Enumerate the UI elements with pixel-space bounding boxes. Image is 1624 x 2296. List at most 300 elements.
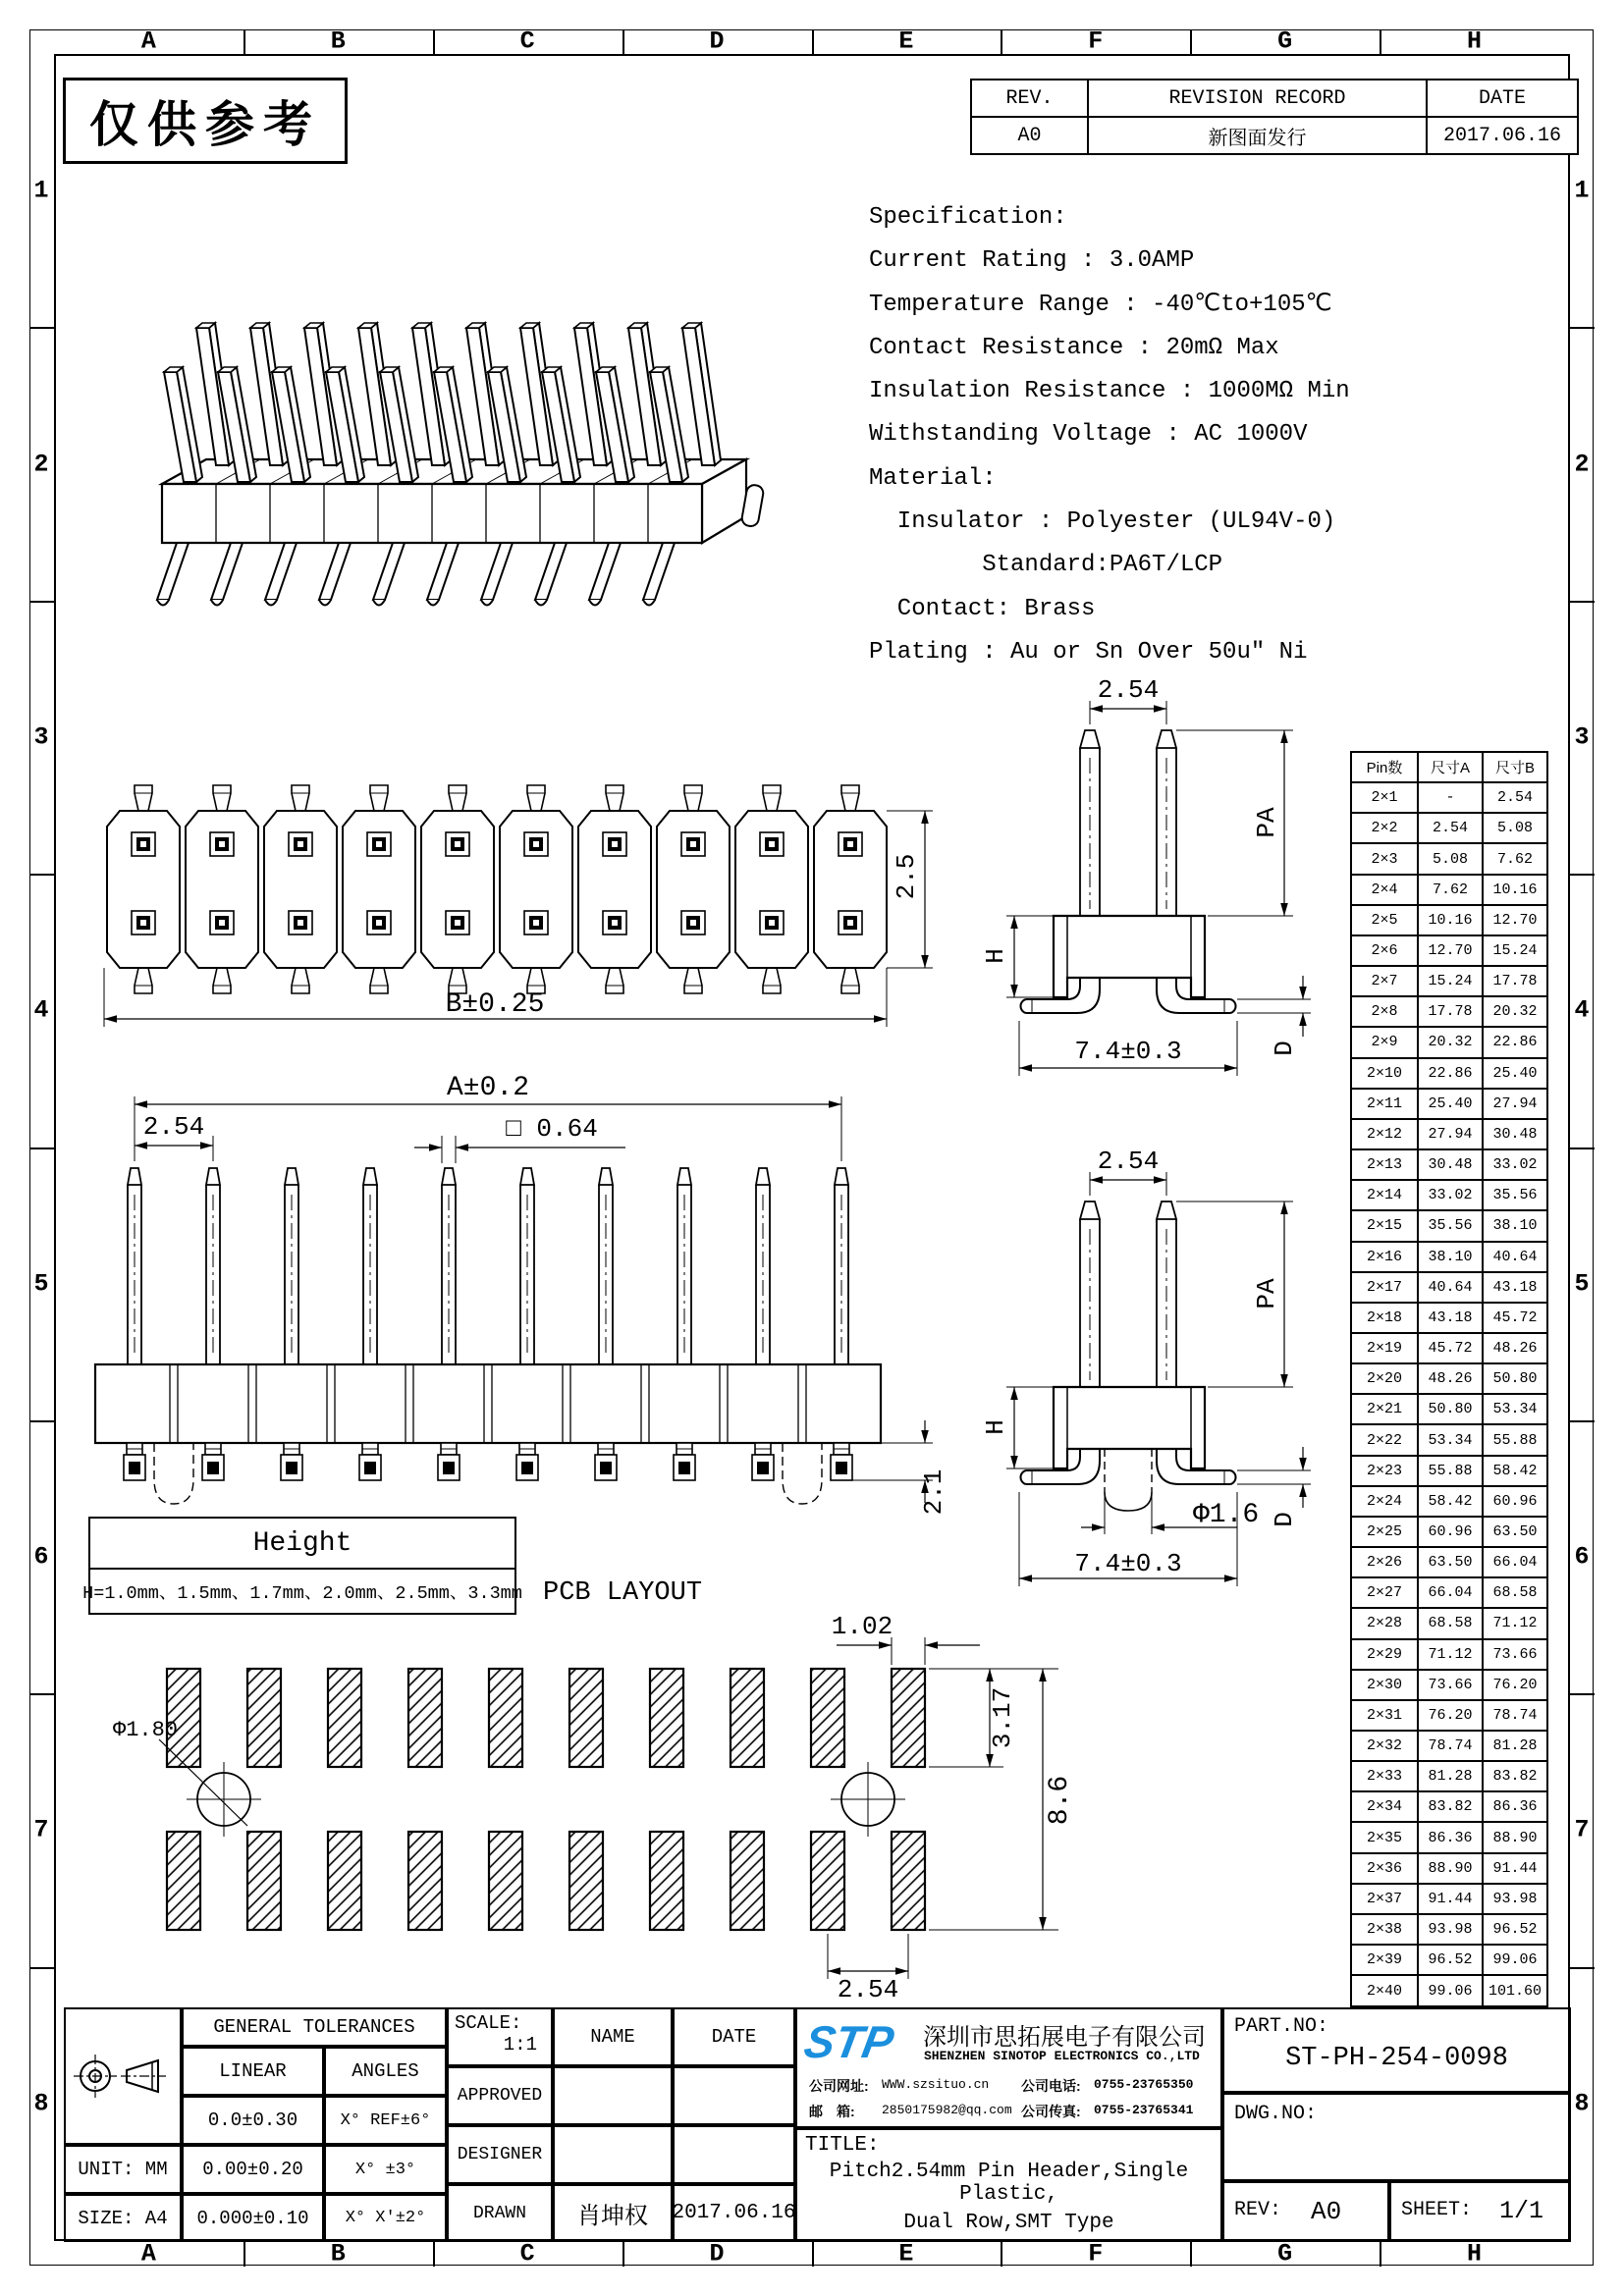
tolerance-linear-1: 0.0±0.30 xyxy=(182,2096,324,2145)
grid-tick xyxy=(29,1967,54,1969)
spec-line: Plating : Au or Sn Over 50u″ Ni xyxy=(869,638,1308,666)
pin-table-cell: 2×23 xyxy=(1351,1456,1418,1486)
dwg-no-label: DWG.NO: xyxy=(1234,2103,1318,2125)
pin-table-cell: 33.02 xyxy=(1483,1149,1547,1180)
rev-header: REV. xyxy=(971,80,1088,117)
pin-table-cell: 2×33 xyxy=(1351,1761,1418,1791)
pin-table-cell: 68.58 xyxy=(1483,1577,1547,1608)
pin-table-cell: 2×28 xyxy=(1351,1608,1418,1638)
pin-table-row xyxy=(1351,843,1547,874)
pin-table-cell: 2×7 xyxy=(1351,966,1418,996)
grid-row-label-right: 4 xyxy=(1574,995,1590,1025)
pin-table-cell: 15.24 xyxy=(1483,935,1547,966)
pin-table-header: Pin数 xyxy=(1351,752,1418,782)
grid-col-label-bottom: D xyxy=(709,2239,725,2269)
grid-tick xyxy=(812,29,814,54)
pin-table-cell: 2×37 xyxy=(1351,1884,1418,1914)
grid-row-label-left: 2 xyxy=(33,450,49,479)
scale-label: SCALE: xyxy=(455,2012,522,2034)
pin-table-cell: 40.64 xyxy=(1483,1242,1547,1272)
grid-col-label-top: B xyxy=(330,27,346,56)
pin-table-cell: 71.12 xyxy=(1418,1639,1483,1670)
tolerances-angles-header: ANGLES xyxy=(324,2047,447,2096)
spec-line: Contact Resistance : 20mΩ Max xyxy=(869,334,1279,361)
dim-front-pitch: 2.54 xyxy=(142,1112,205,1142)
pin-table-cell: 45.72 xyxy=(1418,1333,1483,1363)
pcb-layout-drawing xyxy=(98,1608,1080,2030)
pin-table-row xyxy=(1351,1853,1547,1884)
grid-col-label-top: E xyxy=(898,27,914,56)
pin-table-cell: 2×27 xyxy=(1351,1577,1418,1608)
height-values: H=1.0mm、1.5mm、1.7mm、2.0mm、2.5mm、3.3mm xyxy=(82,1582,522,1604)
height-option-box xyxy=(82,1517,522,1615)
dim-row-span: 8.6 xyxy=(1045,1775,1075,1826)
dim-pad-height: 3.17 xyxy=(988,1686,1017,1749)
date-header-cell: DATE xyxy=(673,2007,795,2066)
pin-table-row xyxy=(1351,1394,1547,1424)
dim-pad-width: 1.02 xyxy=(831,1612,893,1641)
pin-table-cell: 2×18 xyxy=(1351,1303,1418,1333)
pin-table-row xyxy=(1351,935,1547,966)
grid-row-label-left: 3 xyxy=(33,722,49,752)
pin-table-row xyxy=(1351,1975,1547,2006)
grid-tick xyxy=(1570,1148,1595,1149)
pin-table-cell: 30.48 xyxy=(1418,1149,1483,1180)
pin-table-cell: 2×39 xyxy=(1351,1945,1418,1975)
pin-table-cell: 7.62 xyxy=(1483,843,1547,874)
pin-table-cell: 55.88 xyxy=(1483,1424,1547,1455)
top-view xyxy=(90,774,954,1068)
pin-table-cell: 83.82 xyxy=(1418,1791,1483,1822)
grid-col-label-bottom: A xyxy=(140,2239,156,2269)
pin-table-cell: 2.54 xyxy=(1483,782,1547,813)
pin-table-row xyxy=(1351,1914,1547,1945)
pin-table-cell: 71.12 xyxy=(1483,1608,1547,1638)
grid-row-label-right: 1 xyxy=(1574,176,1590,205)
pin-table-row xyxy=(1351,1363,1547,1394)
pin-table-header: 尺寸B xyxy=(1483,752,1547,782)
pin-table-cell: 2×24 xyxy=(1351,1486,1418,1517)
approved-name-cell xyxy=(553,2066,673,2125)
pin-table-cell: 2×1 xyxy=(1351,782,1418,813)
projection-symbol-cell xyxy=(64,2007,182,2145)
grid-tick xyxy=(1190,29,1192,54)
size-cell: SIZE: A4 xyxy=(64,2194,182,2242)
approved-date-cell xyxy=(673,2066,795,2125)
pin-table-cell: 43.18 xyxy=(1418,1303,1483,1333)
grid-tick xyxy=(29,874,54,876)
pin-table-row xyxy=(1351,1577,1547,1608)
pin-table-cell: 15.24 xyxy=(1418,966,1483,996)
pin-table-cell: 10.16 xyxy=(1418,905,1483,935)
pcb-layout-label: PCB LAYOUT xyxy=(543,1578,703,1608)
pin-table-cell: 68.58 xyxy=(1418,1608,1483,1638)
pin-table-row xyxy=(1351,1884,1547,1914)
pin-table-row xyxy=(1351,813,1547,843)
pin-table-row xyxy=(1351,1517,1547,1547)
pin-table-cell: 2×15 xyxy=(1351,1210,1418,1241)
dwg-no-cell xyxy=(1222,2093,1571,2181)
dim-side-pitch: 2.54 xyxy=(1097,675,1160,705)
pin-table-cell: 81.28 xyxy=(1483,1731,1547,1761)
pin-table-cell: 58.42 xyxy=(1483,1456,1547,1486)
pin-table-row xyxy=(1351,782,1547,813)
grid-row-label-right: 6 xyxy=(1574,1542,1590,1572)
grid-row-label-left: 1 xyxy=(33,176,49,205)
pin-table-cell: 2×2 xyxy=(1351,813,1418,843)
pin-table-cell: 55.88 xyxy=(1418,1456,1483,1486)
grid-col-label-bottom: H xyxy=(1467,2239,1483,2269)
pin-table-cell: 81.28 xyxy=(1418,1761,1483,1791)
rev-value: A0 xyxy=(971,117,1088,154)
pin-table-cell: 2×14 xyxy=(1351,1180,1418,1210)
pin-table-cell: 40.64 xyxy=(1418,1272,1483,1303)
grid-tick xyxy=(1380,2242,1381,2267)
pin-table-cell: 2×30 xyxy=(1351,1670,1418,1700)
designer-name-cell xyxy=(553,2125,673,2184)
grid-col-label-bottom: E xyxy=(898,2239,914,2269)
pin-table-row xyxy=(1351,1456,1547,1486)
dim-foot-thickness: D xyxy=(1270,1041,1299,1056)
pin-table-row xyxy=(1351,1486,1547,1517)
company-email: 2850175982@qq.com xyxy=(882,2103,1012,2117)
dim-body-height: H xyxy=(981,948,1010,964)
spec-line: Withstanding Voltage : AC 1000V xyxy=(869,421,1308,449)
grid-tick xyxy=(29,1148,54,1149)
pin-table-row xyxy=(1351,1210,1547,1241)
pin-table-cell: 91.44 xyxy=(1418,1884,1483,1914)
pin-table-cell: 2×31 xyxy=(1351,1700,1418,1731)
pin-table-cell: 50.80 xyxy=(1418,1394,1483,1424)
tolerance-angle-3: X° X'±2° xyxy=(324,2194,447,2242)
pin-table-row xyxy=(1351,1303,1547,1333)
pin-table-row xyxy=(1351,966,1547,996)
pin-table-cell: 2×20 xyxy=(1351,1363,1418,1394)
spec-line: Insulation Resistance : 1000MΩ Min xyxy=(869,378,1350,405)
company-fax: 0755-23765341 xyxy=(1094,2103,1194,2117)
spec-line: Contact: Brass xyxy=(869,595,1096,622)
designer-cell: DESIGNER xyxy=(447,2125,553,2184)
pin-table-cell: 2×10 xyxy=(1351,1058,1418,1089)
grid-col-label-bottom: B xyxy=(330,2239,346,2269)
title-line2: Dual Row,SMT Type xyxy=(903,2212,1114,2234)
scale-cell xyxy=(447,2007,553,2066)
pin-table-cell: 27.94 xyxy=(1418,1119,1483,1149)
pin-table-row xyxy=(1351,1822,1547,1852)
side-view-lower xyxy=(981,1147,1321,1608)
pin-table-cell: 48.26 xyxy=(1483,1333,1547,1363)
tolerance-linear-2: 0.00±0.20 xyxy=(182,2145,324,2194)
pin-table-cell: 2×3 xyxy=(1351,843,1418,874)
pin-table-row xyxy=(1351,875,1547,905)
revision-record-value: 新图面发行 xyxy=(1088,117,1427,154)
pin-table-cell: 2×17 xyxy=(1351,1272,1418,1303)
pin-table-cell: 12.70 xyxy=(1418,935,1483,966)
grid-tick xyxy=(433,2242,435,2267)
pin-table-cell: 2×25 xyxy=(1351,1517,1418,1547)
pin-table-row xyxy=(1351,1608,1547,1638)
pin-table-cell: 91.44 xyxy=(1483,1853,1547,1884)
pin-table-row xyxy=(1351,1547,1547,1577)
isometric-view xyxy=(128,253,815,626)
pin-table-cell: 7.62 xyxy=(1418,875,1483,905)
sheet-value: 1/1 xyxy=(1499,2197,1544,2225)
pin-table-cell: 2×38 xyxy=(1351,1914,1418,1945)
sheet-label: SHEET: xyxy=(1401,2199,1473,2221)
pin-table-cell: 76.20 xyxy=(1483,1670,1547,1700)
grid-tick xyxy=(433,29,435,54)
drawn-cell: DRAWN xyxy=(447,2184,553,2242)
grid-col-label-top: D xyxy=(709,27,725,56)
pin-table-row xyxy=(1351,996,1547,1027)
spec-line: Specification: xyxy=(869,204,1067,231)
height-title: Height xyxy=(90,1519,514,1570)
dim-tail-length-2: PA xyxy=(1252,1278,1281,1309)
pin-table-cell: 88.90 xyxy=(1483,1822,1547,1852)
spec-line: Insulator : Polyester (UL94V-0) xyxy=(869,508,1336,536)
spec-line: Material: xyxy=(869,464,997,492)
company-name-cn: 深圳市思拓展电子有限公司 xyxy=(923,2024,1206,2051)
pin-table-row xyxy=(1351,1089,1547,1119)
grid-col-label-top: C xyxy=(519,27,535,56)
pin-table-cell: 78.74 xyxy=(1483,1700,1547,1731)
tolerance-linear-3: 0.000±0.10 xyxy=(182,2194,324,2242)
title-line1: Pitch2.54mm Pin Header,Single Plastic, xyxy=(829,2161,1189,2206)
pin-table-cell: 2×36 xyxy=(1351,1853,1418,1884)
pin-table-cell: 38.10 xyxy=(1483,1210,1547,1241)
pin-table-row xyxy=(1351,1945,1547,1975)
grid-tick xyxy=(623,2242,624,2267)
dim-side-width-2: 7.4±0.3 xyxy=(1074,1549,1182,1578)
pin-table-cell: 2×5 xyxy=(1351,905,1418,935)
pin-table-cell: 25.40 xyxy=(1418,1089,1483,1119)
grid-tick xyxy=(1570,327,1595,329)
grid-row-label-left: 4 xyxy=(33,995,49,1025)
dim-front-width: A±0.2 xyxy=(446,1073,530,1103)
grid-tick xyxy=(29,1420,54,1422)
grid-tick xyxy=(1570,1967,1595,1969)
pin-table-cell: 12.70 xyxy=(1483,905,1547,935)
pin-table-cell: 5.08 xyxy=(1483,813,1547,843)
pin-table-cell: 30.48 xyxy=(1483,1119,1547,1149)
pin-table-cell: 20.32 xyxy=(1418,1027,1483,1057)
pin-table-row xyxy=(1351,1058,1547,1089)
part-no-label: PART.NO: xyxy=(1234,2015,1329,2038)
pin-table-cell: 2×13 xyxy=(1351,1149,1418,1180)
company-phone-label: 公司电话: xyxy=(1021,2078,1081,2094)
pin-table-cell: 86.36 xyxy=(1483,1791,1547,1822)
company-email-label: 邮 箱: xyxy=(809,2104,855,2119)
grid-row-label-left: 5 xyxy=(33,1269,49,1299)
company-name-en: SHENZHEN SINOTOP ELECTRONICS CO.,LTD xyxy=(924,2049,1200,2063)
dim-foot-thickness-2: D xyxy=(1270,1512,1299,1527)
tolerance-angle-1: X° REF±6° xyxy=(324,2096,447,2145)
pin-table-row xyxy=(1351,1791,1547,1822)
grid-row-label-left: 7 xyxy=(33,1815,49,1844)
grid-row-label-left: 8 xyxy=(33,2089,49,2118)
revision-record-header: REVISION RECORD xyxy=(1088,80,1427,117)
pin-table-cell: 88.90 xyxy=(1418,1853,1483,1884)
dim-top-width: B±0.25 xyxy=(445,989,545,1020)
dim-hole-diameter: Φ1.80 xyxy=(113,1718,179,1742)
pin-table-cell: 2×8 xyxy=(1351,996,1418,1027)
company-phone: 0755-23765350 xyxy=(1094,2077,1194,2092)
drawn-name-cell: 肖坤权 xyxy=(553,2184,673,2242)
pin-table-cell: 53.34 xyxy=(1483,1394,1547,1424)
pin-table-row xyxy=(1351,905,1547,935)
pin-table-cell: 96.52 xyxy=(1483,1914,1547,1945)
reference-only-stamp: 仅供参考 xyxy=(63,78,348,164)
pin-table-cell: 27.94 xyxy=(1483,1089,1547,1119)
tolerances-title: GENERAL TOLERANCES xyxy=(182,2007,447,2047)
sheet-cell xyxy=(1389,2181,1571,2242)
pin-table-cell: 2×21 xyxy=(1351,1394,1418,1424)
pin-table-cell: 2×29 xyxy=(1351,1639,1418,1670)
pin-table-cell: 66.04 xyxy=(1483,1547,1547,1577)
spec-line: Temperature Range : -40℃to+105℃ xyxy=(869,291,1332,318)
pin-table-cell: 2×22 xyxy=(1351,1424,1418,1455)
dim-pcb-pitch: 2.54 xyxy=(837,1975,899,2004)
dim-foot-height: 2.1 xyxy=(919,1468,948,1516)
company-cell xyxy=(795,2007,1222,2128)
side-view-upper xyxy=(981,675,1321,1137)
pin-table-row xyxy=(1351,1180,1547,1210)
grid-tick xyxy=(29,327,54,329)
pin-table-header: 尺寸A xyxy=(1418,752,1483,782)
rev-cell-value: A0 xyxy=(1311,2197,1342,2226)
pin-table-cell: 93.98 xyxy=(1418,1914,1483,1945)
pin-table-cell: 2×16 xyxy=(1351,1242,1418,1272)
pin-table-cell: - xyxy=(1418,782,1483,813)
grid-row-label-right: 7 xyxy=(1574,1815,1590,1844)
pin-table-cell: 2.54 xyxy=(1418,813,1483,843)
pin-table-cell: 60.96 xyxy=(1418,1517,1483,1547)
grid-tick xyxy=(1001,29,1002,54)
revision-table xyxy=(970,79,1579,155)
pin-table-cell: 78.74 xyxy=(1418,1731,1483,1761)
title-label: TITLE: xyxy=(805,2134,880,2157)
dim-top-height: 2.5 xyxy=(892,853,921,900)
pin-table-cell: 2×6 xyxy=(1351,935,1418,966)
grid-col-label-top: F xyxy=(1088,27,1104,56)
pin-table-cell: 20.32 xyxy=(1483,996,1547,1027)
tolerance-angle-2: X° ±3° xyxy=(324,2145,447,2194)
pin-table-cell: 48.26 xyxy=(1418,1363,1483,1394)
rev-label: REV: xyxy=(1234,2199,1282,2221)
part-no-value: ST-PH-254-0098 xyxy=(1285,2044,1508,2073)
pin-table-row xyxy=(1351,1149,1547,1180)
pin-table-row xyxy=(1351,1027,1547,1057)
designer-date-cell xyxy=(673,2125,795,2184)
pin-table-row xyxy=(1351,1639,1547,1670)
unit-cell: UNIT: MM xyxy=(64,2145,182,2194)
grid-col-label-bottom: C xyxy=(519,2239,535,2269)
pin-table-cell: 93.98 xyxy=(1483,1884,1547,1914)
pin-size-table-grid xyxy=(1350,751,1548,2007)
grid-col-label-top: A xyxy=(140,27,156,56)
dim-tail-length: PA xyxy=(1252,807,1281,838)
pin-table-cell: 2×32 xyxy=(1351,1731,1418,1761)
grid-col-label-bottom: F xyxy=(1088,2239,1104,2269)
pin-table-cell: 35.56 xyxy=(1483,1180,1547,1210)
pin-table-cell: 2×26 xyxy=(1351,1547,1418,1577)
grid-tick xyxy=(29,601,54,603)
grid-col-label-top: H xyxy=(1467,27,1483,56)
pin-table-cell: 22.86 xyxy=(1418,1058,1483,1089)
pin-table-cell: 2×34 xyxy=(1351,1791,1418,1822)
approved-cell: APPROVED xyxy=(447,2066,553,2125)
grid-tick xyxy=(29,1693,54,1695)
pin-table-cell: 2×40 xyxy=(1351,1975,1418,2006)
pin-table-cell: 2×12 xyxy=(1351,1119,1418,1149)
dim-side-pitch-2: 2.54 xyxy=(1097,1147,1160,1176)
dim-pin-square: □ 0.64 xyxy=(506,1114,598,1144)
pin-table-cell: 66.04 xyxy=(1418,1577,1483,1608)
front-view xyxy=(90,1075,964,1536)
pin-table-cell: 73.66 xyxy=(1483,1639,1547,1670)
dim-post-diameter: Φ1.6 xyxy=(1193,1500,1260,1530)
pin-table-cell: 25.40 xyxy=(1483,1058,1547,1089)
specification-block xyxy=(869,196,1350,674)
grid-row-label-right: 3 xyxy=(1574,722,1590,752)
pin-table-row xyxy=(1351,1731,1547,1761)
name-header-cell: NAME xyxy=(553,2007,673,2066)
pin-table-row xyxy=(1351,1333,1547,1363)
pin-table-cell: 96.52 xyxy=(1418,1945,1483,1975)
third-angle-projection-icon xyxy=(66,2009,180,2143)
pin-table-cell: 99.06 xyxy=(1483,1945,1547,1975)
pin-table-cell: 10.16 xyxy=(1483,875,1547,905)
company-website-label: 公司网址: xyxy=(809,2078,869,2094)
pin-table-cell: 76.20 xyxy=(1418,1700,1483,1731)
pin-table-cell: 60.96 xyxy=(1483,1486,1547,1517)
date-header: DATE xyxy=(1427,80,1578,117)
grid-tick xyxy=(1380,29,1381,54)
scale-value: 1:1 xyxy=(503,2034,537,2056)
pin-table-cell: 101.60 xyxy=(1483,1975,1547,2006)
pin-table-row xyxy=(1351,1272,1547,1303)
grid-tick xyxy=(1001,2242,1002,2267)
grid-tick xyxy=(1570,1693,1595,1695)
company-logo: STP xyxy=(800,2016,898,2067)
pin-table-cell: 58.42 xyxy=(1418,1486,1483,1517)
grid-tick xyxy=(1570,601,1595,603)
pin-table-cell: 33.02 xyxy=(1418,1180,1483,1210)
pin-table-row xyxy=(1351,1119,1547,1149)
spec-line: Current Rating : 3.0AMP xyxy=(869,247,1195,275)
pin-table-cell: 43.18 xyxy=(1483,1272,1547,1303)
grid-row-label-right: 2 xyxy=(1574,450,1590,479)
pin-table-cell: 17.78 xyxy=(1418,996,1483,1027)
pin-table-cell: 63.50 xyxy=(1483,1517,1547,1547)
pin-table-cell: 5.08 xyxy=(1418,843,1483,874)
revision-date-value: 2017.06.16 xyxy=(1427,117,1578,154)
pin-table-cell: 53.34 xyxy=(1418,1424,1483,1455)
pin-table-cell: 2×4 xyxy=(1351,875,1418,905)
pin-table-cell: 63.50 xyxy=(1418,1547,1483,1577)
drawn-date-cell: 2017.06.16 xyxy=(673,2184,795,2242)
grid-tick xyxy=(1570,874,1595,876)
company-website: WWW.szsituo.cn xyxy=(882,2077,990,2092)
pin-table-cell: 38.10 xyxy=(1418,1242,1483,1272)
pin-table-cell: 86.36 xyxy=(1418,1822,1483,1852)
pin-table-cell: 45.72 xyxy=(1483,1303,1547,1333)
grid-tick xyxy=(623,29,624,54)
pin-table-row xyxy=(1351,1242,1547,1272)
pin-table-row xyxy=(1351,1424,1547,1455)
grid-tick xyxy=(1570,1420,1595,1422)
company-fax-label: 公司传真: xyxy=(1021,2104,1081,2119)
